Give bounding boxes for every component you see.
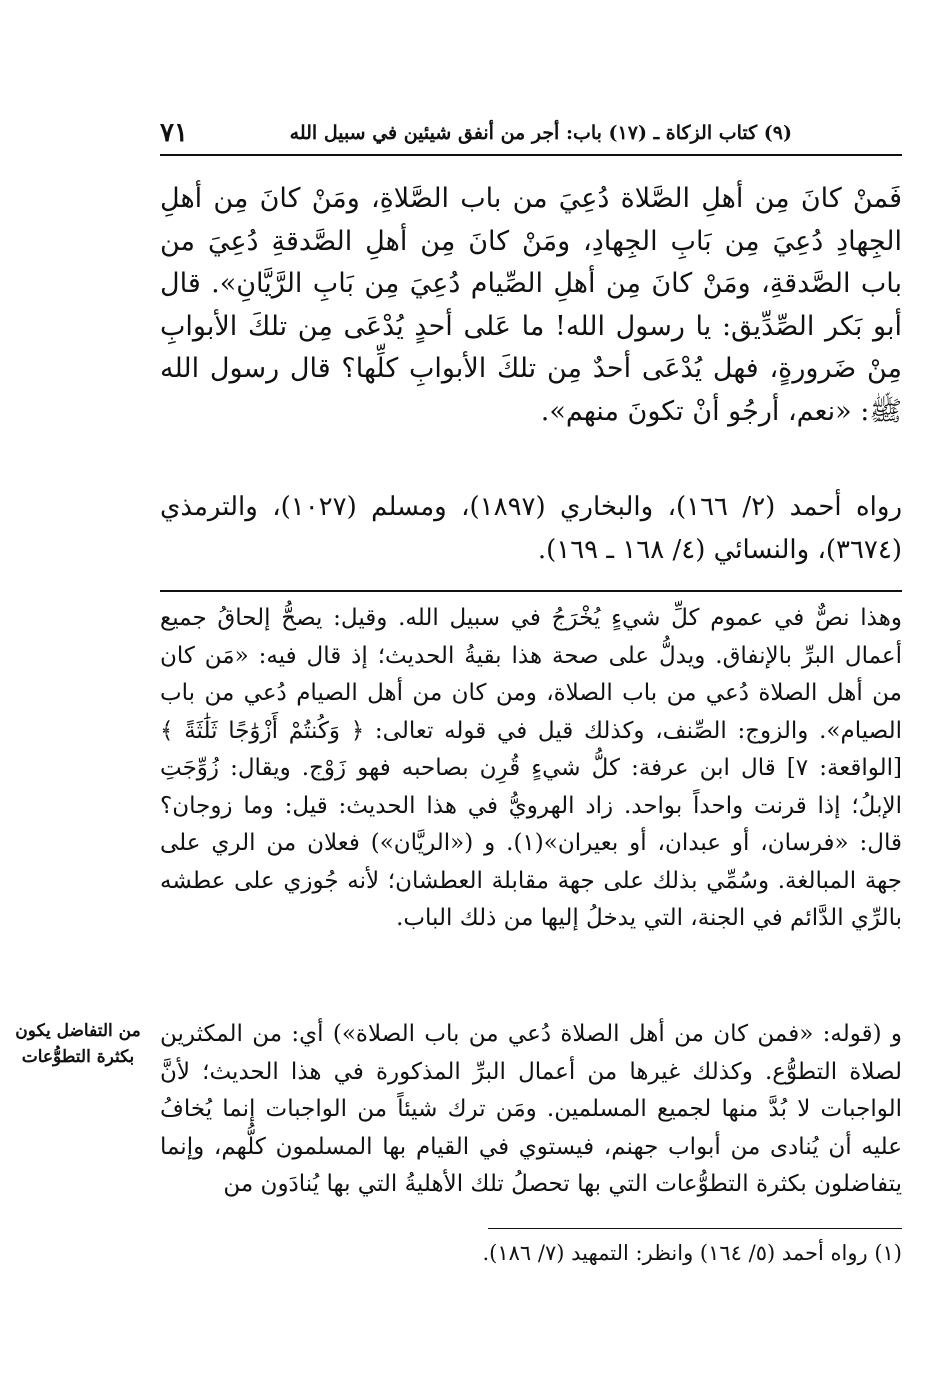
commentary-paragraph-1: وهذا نصٌّ في عموم كلِّ شيءٍ يُخْرَجُ في سبيل الله. وقيل: يصحُّ إلحاقُ جميع أعمال البرِّ بالإنفاق. ويدلُّ على صحة هذا بقيةُ الحديث؛ إذ قال فيه: «مَن كان من أهل الصلاة دُعي من باب الصلاة، ومن كان من أهل الصيام دُعي من باب الصيام». والزوج: الصِّنف، وكذلك قيل في قوله تعالى: ﴿ وَكُنتُمْ أَزْوَٰجًا ثَلَٰثَةً ﴾ [الواقعة: ٧] قال ابن عرفة: كلُّ شيءٍ قُرِن بصاحبه فهو زَوْج. ويقال: زُوِّجَتِ الإبلُ؛ إذا قرنت واحداً بواحد. زاد الهرويُّ في هذا الحديث: قيل: وما زوجان؟ قال: «فرسان، أو عبدان، أو بعيران»(١). و («الريَّان») فعلان من الري على جهة المبالغة. وسُمِّي بذلك على جهة مقابلة العطشان؛ لأنه جُوزي على عطشه بالرِّي الدَّائم في الجنة، التي يدخلُ إليها من ذلك الباب. — [160, 605, 903, 931]
page-header — [160, 118, 902, 156]
footnote-divider — [488, 1228, 902, 1229]
page-number: ٧١ — [160, 118, 188, 148]
running-title: (٩) كتاب الزكاة ـ (١٧) باب: أجر من أنفق شيئين في سبيل الله — [289, 122, 792, 144]
commentary-paragraph-2: و (قوله: «فمن كان من أهل الصلاة دُعي من باب الصلاة») أي: من المكثرين لصلاة التطوُّع. وكذلك غيرها من أعمال البرِّ المذكورة في هذا الحديث؛ لأنَّ الواجبات لا بُدَّ منها لجميع المسلمين. ومَن ترك شيئاً من الواجبات إنما يُخافُ عليه أن يُنادى من أبواب جهنم، فيستوي في القيام بها المسلمون كلُّهم، وإنما يتفاضلون بكثرة التطوُّعات التي بها تحصلُ تلك الأهليةُ التي بها يُنادَون من — [160, 1021, 902, 1197]
footnote: (١) رواه أحمد (٥/ ١٦٤) وانظر: التمهيد (٧/ ١٨٦). — [482, 1241, 902, 1265]
hadith-source: رواه أحمد (٢/ ١٦٦)، والبخاري (١٨٩٧)، ومسلم (١٠٢٧)، والترمذي (٣٦٧٤)، والنسائي (٤/ ١٦٨ ـ ١٦٩). — [160, 492, 903, 565]
hadith-text: فَمنْ كانَ مِن أهلِ الصَّلاة دُعِيَ من باب الصَّلاةِ، ومَنْ كانَ مِن أهلِ الجِهادِ دُعِيَ مِن بَابِ الجِهادِ، ومَنْ كانَ مِن أهلِ الصَّدقةِ دُعِيَ من باب الصَّدقةِ، ومَنْ كانَ مِن أهلِ الصِّيام دُعِيَ مِن بَابِ الرَّيَّانِ». قال أبو بَكر الصِّدِّيق: يا رسول الله! ما عَلى أحدٍ يُدْعَى مِن تلكَ الأبوابِ مِنْ ضَرورةٍ، فهل يُدْعَى أحدٌ مِن تلكَ الأبوابِ كلِّها؟ قال رسول الله ﷺ: «نعم، أرجُو أنْ تكونَ منهم». — [160, 183, 902, 427]
margin-note: من التفاضل يكون بكثرة التطوُّعات — [15, 1021, 141, 1067]
divider-line — [160, 590, 902, 592]
